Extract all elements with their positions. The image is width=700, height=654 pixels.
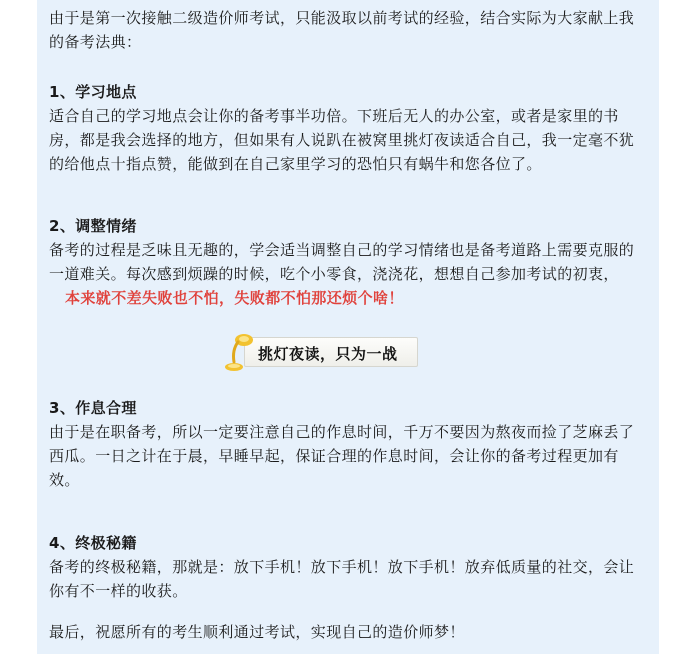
section-4-body: 备考的终极秘籍，那就是：放下手机！放下手机！放下手机！放弃低质量的社交，会让你有不一样的收获。	[49, 558, 635, 600]
section-2-body	[49, 238, 649, 310]
section-1-heading: 1、学习地点	[49, 83, 137, 101]
section-3-heading: 3、作息合理	[49, 399, 137, 417]
desk-lamp-icon	[222, 330, 256, 374]
article-panel	[37, 0, 659, 654]
banner-text: 挑灯夜读，只为一战	[258, 345, 398, 363]
intro-paragraph: 由于是第一次接触二级造价师考试，只能汲取以前考试的经验，结合实际为大家献上我的备考法典：	[49, 9, 635, 51]
section-2-heading: 2、调整情绪	[49, 217, 137, 235]
motto-banner	[222, 330, 432, 374]
section-4-heading: 4、终极秘籍	[49, 534, 137, 552]
closing-paragraph: 最后，祝愿所有的考生顺利通过考试，实现自己的造价师梦！	[49, 623, 465, 641]
highlight-text: 本来就不差失败也不怕，失败都不怕那还烦个啥！	[65, 289, 404, 307]
section-2-body-text: 备考的过程是乏味且无趣的，学会适当调整自己的学习情绪也是备考道路上需要克服的一道难关。每次感到烦躁的时候，吃个小零食，浇浇花，想想自己参加考试的初衷，	[49, 241, 635, 283]
section-3-body: 由于是在职备考，所以一定要注意自己的作息时间，千万不要因为熬夜而捡了芝麻丢了西瓜。一日之计在于晨，早睡早起，保证合理的作息时间，会让你的备考过程更加有效。	[49, 423, 635, 489]
section-1-body: 适合自己的学习地点会让你的备考事半功倍。下班后无人的办公室，或者是家里的书房，都是我会选择的地方，但如果有人说趴在被窝里挑灯夜读适合自己，我一定毫不犹的给他点十指点赞，能做到在自己家里学习的恐怕只有蜗牛和您各位了。	[49, 107, 635, 173]
